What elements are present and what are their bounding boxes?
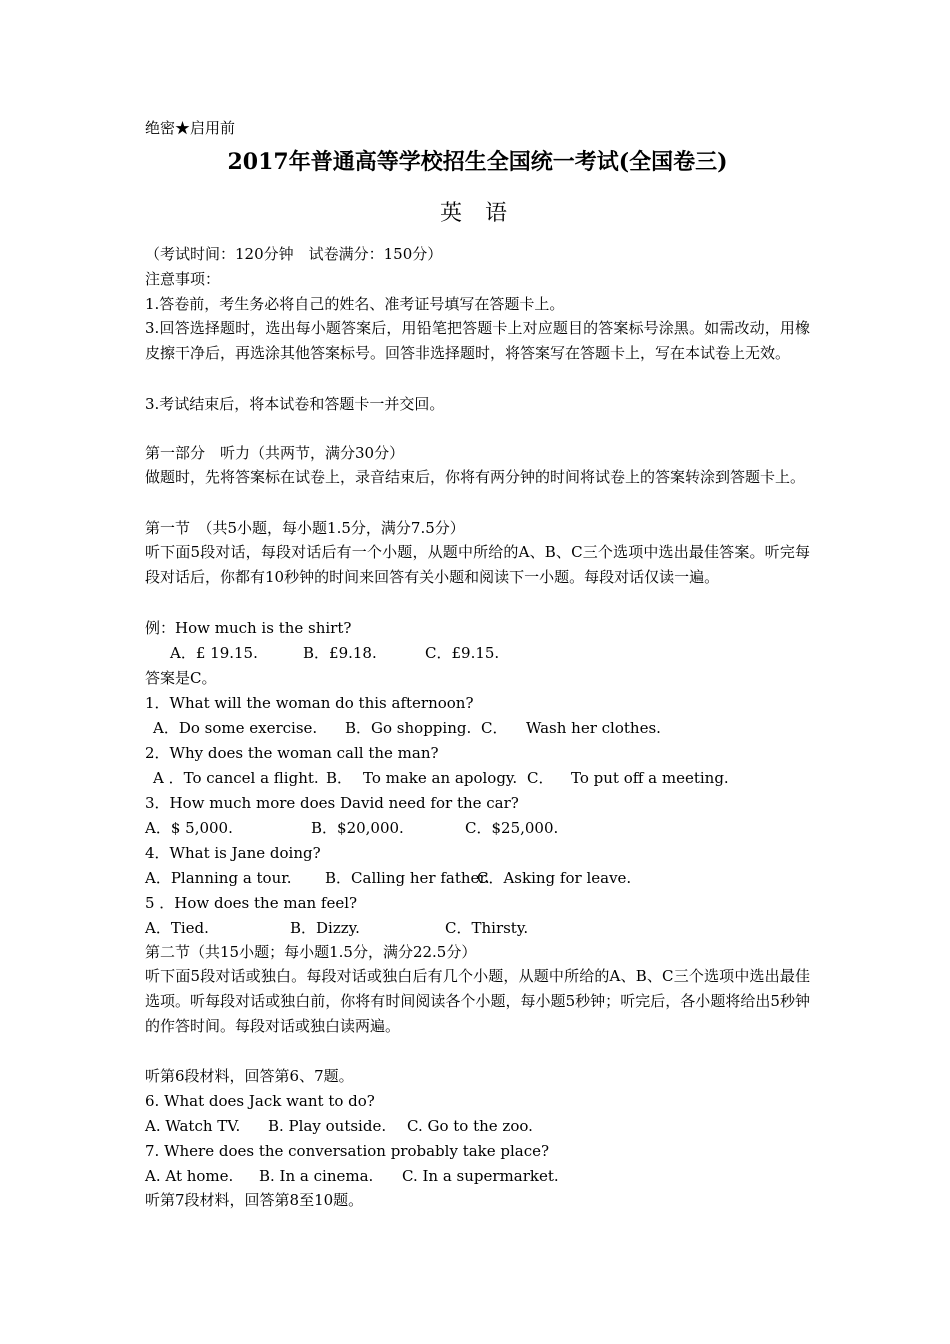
question-1: 1．What will the woman do this afternoon? xyxy=(145,694,474,712)
question-5-options xyxy=(145,918,810,938)
option: C. Go to the zoo. xyxy=(407,1117,533,1135)
option: B．Go shopping. xyxy=(345,719,472,737)
material-6-label: 听第6段材料，回答第6、7题。 xyxy=(145,1067,354,1085)
section2-instructions: 听下面5段对话或独白。每段对话或独白后有几个小题，从题中所给的A、B、C三个选项中选出最佳选项。听每段对话或独白前，你将有时间阅读各个小题，每小题5秒钟；听完后，各小题将给出5秒钟的作答时间。每段对话或独白读两遍。 xyxy=(145,967,810,1035)
option: To make an apology. xyxy=(363,769,518,787)
example-question: 例：How much is the shirt? xyxy=(145,619,352,637)
question-6: 6. What does Jack want to do? xyxy=(145,1092,375,1110)
option: A. At home. xyxy=(145,1167,234,1185)
option: C. In a supermarket. xyxy=(402,1167,559,1185)
example-answer: 答案是C。 xyxy=(145,669,217,687)
option: Wash her clothes. xyxy=(526,719,661,737)
option: A．Tied. xyxy=(145,919,209,937)
option: C．Thirsty. xyxy=(445,919,529,937)
question-4: 4．What is Jane doing? xyxy=(145,844,321,862)
question-3: 3．How much more does David need for the car? xyxy=(145,794,519,812)
example-options xyxy=(145,643,810,663)
question-6-options xyxy=(145,1116,810,1136)
option: B．$20,000. xyxy=(311,819,404,837)
option: B. In a cinema. xyxy=(259,1167,374,1185)
option: A．$ 5,000. xyxy=(145,819,233,837)
section2-heading: 第二节（共15小题；每小题1.5分，满分22.5分） xyxy=(145,943,477,961)
question-7: 7. Where does the conversation probably take place? xyxy=(145,1142,550,1160)
question-2-options xyxy=(145,768,810,788)
question-2: 2．Why does the woman call the man? xyxy=(145,744,439,762)
option: B． xyxy=(326,769,353,787)
option: C．$25,000. xyxy=(465,819,559,837)
option: C． xyxy=(481,719,508,737)
option: To put off a meeting. xyxy=(571,769,729,787)
option: C．Asking for leave. xyxy=(477,869,632,887)
subject-title: 英 语 xyxy=(440,201,515,226)
question-3-options xyxy=(145,818,810,838)
question-4-options xyxy=(145,868,810,888)
material-7-label: 听第7段材料，回答第8至10题。 xyxy=(145,1191,364,1209)
option: A．£ 19.15. xyxy=(170,644,258,662)
option: A. Watch TV. xyxy=(145,1117,241,1135)
option: B．Calling her father. xyxy=(325,869,490,887)
note-item: 3.考试结束后，将本试卷和答题卡一并交回。 xyxy=(145,395,445,413)
question-5: 5 ．How does the man feel? xyxy=(145,894,358,912)
option: A．Do some exercise. xyxy=(153,719,318,737)
option: C．£9.15. xyxy=(425,644,500,662)
option: C． xyxy=(527,769,554,787)
note-item: 3.回答选择题时，选出每小题答案后，用铅笔把答题卡上对应题目的答案标号涂黑。如需改动，用橡皮擦干净后，再选涂其他答案标号。回答非选择题时，将答案写在答题卡上，写在本试卷上无效。 xyxy=(145,319,810,362)
exam-info: （考试时间：120分钟 试卷满分：150分） xyxy=(145,245,443,263)
question-7-options xyxy=(145,1166,810,1186)
part1-instructions: 做题时，先将答案标在试卷上，录音结束后，你将有两分钟的时间将试卷上的答案转涂到答题卡上。 xyxy=(145,468,806,486)
option: B．Dizzy. xyxy=(290,919,360,937)
confidential-label: 绝密★启用前 xyxy=(145,119,236,137)
option: B．£9.18. xyxy=(303,644,377,662)
option: B. Play outside. xyxy=(268,1117,387,1135)
question-1-options xyxy=(145,718,810,738)
option: A ．To cancel a flight. xyxy=(153,769,319,787)
notes-heading: 注意事项： xyxy=(145,270,221,288)
section1-instructions: 听下面5段对话，每段对话后有一个小题，从题中所给的A、B、C三个选项中选出最佳答案。听完每段对话后，你都有10秒钟的时间来回答有关小题和阅读下一小题。每段对话仅读一遍。 xyxy=(145,543,810,586)
note-item: 1.答卷前，考生务必将自己的姓名、准考证号填写在答题卡上。 xyxy=(145,295,565,313)
option: A．Planning a tour. xyxy=(145,869,292,887)
section1-heading: 第一节 （共5小题，每小题1.5分，满分7.5分） xyxy=(145,519,465,537)
part1-heading: 第一部分 听力（共两节，满分30分） xyxy=(145,444,405,462)
exam-title: 2017年普通高等学校招生全国统一考试(全国卷三) xyxy=(227,149,728,175)
